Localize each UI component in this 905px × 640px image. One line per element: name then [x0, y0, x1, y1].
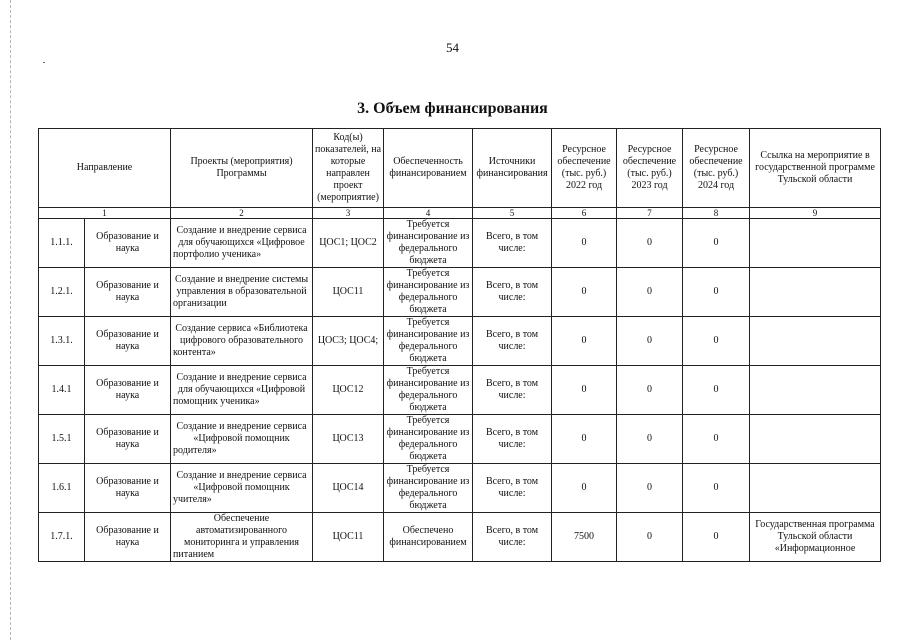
column-number: 8: [683, 208, 750, 219]
row-link: [750, 317, 881, 366]
row-project: Создание и внедрение системы управления в образовательной организации: [171, 268, 313, 317]
row-number: 1.7.1.: [39, 513, 85, 562]
column-number: 5: [473, 208, 552, 219]
column-number: 4: [384, 208, 473, 219]
row-number: 1.5.1: [39, 415, 85, 464]
row-2024: 0: [683, 268, 750, 317]
table-row: [39, 415, 881, 464]
row-direction: Образование и наука: [85, 415, 171, 464]
row-2024: 0: [683, 219, 750, 268]
row-2024: 0: [683, 415, 750, 464]
row-2023: 0: [617, 415, 683, 464]
row-project: Создание и внедрение сервиса «Цифровой помощник учителя»: [171, 464, 313, 513]
row-source: Всего, в том числе:: [473, 464, 552, 513]
row-2023: 0: [617, 268, 683, 317]
table-row: [39, 464, 881, 513]
row-direction: Образование и наука: [85, 513, 171, 562]
column-number-row: [39, 208, 881, 219]
column-number: 9: [750, 208, 881, 219]
row-codes: ЦОС14: [313, 464, 384, 513]
column-number: 6: [552, 208, 617, 219]
row-project: Создание сервиса «Библиотека цифрового образовательного контента»: [171, 317, 313, 366]
row-status: Обеспечено финансированием: [384, 513, 473, 562]
row-codes: ЦОС1; ЦОС2: [313, 219, 384, 268]
row-codes: ЦОС3; ЦОС4;: [313, 317, 384, 366]
row-source: Всего, в том числе:: [473, 219, 552, 268]
row-status: Требуется финансирование из федерального бюджета: [384, 317, 473, 366]
header-2023: Ресурсное обеспечение (тыс. руб.) 2023 год: [617, 129, 683, 208]
page-margin-rule: [10, 0, 11, 640]
row-link: [750, 268, 881, 317]
table-row: [39, 268, 881, 317]
row-source: Всего, в том числе:: [473, 317, 552, 366]
table-row: [39, 366, 881, 415]
row-direction: Образование и наука: [85, 268, 171, 317]
row-status: Требуется финансирование из федерального бюджета: [384, 366, 473, 415]
scan-mark: [43, 62, 45, 63]
row-project: Создание и внедрение сервиса «Цифровой помощник родителя»: [171, 415, 313, 464]
row-number: 1.1.1.: [39, 219, 85, 268]
row-project: Создание и внедрение сервиса для обучающихся «Цифровой помощник ученика»: [171, 366, 313, 415]
row-2024: 0: [683, 366, 750, 415]
row-status: Требуется финансирование из федерального бюджета: [384, 268, 473, 317]
header-2022: Ресурсное обеспечение (тыс. руб.) 2022 год: [552, 129, 617, 208]
row-project: Создание и внедрение сервиса для обучающихся «Цифровое портфолио ученика»: [171, 219, 313, 268]
row-2022: 0: [552, 415, 617, 464]
row-direction: Образование и наука: [85, 219, 171, 268]
row-2022: 7500: [552, 513, 617, 562]
row-link: [750, 219, 881, 268]
row-project: Обеспечение автоматизированного мониторинга и управления питанием: [171, 513, 313, 562]
row-codes: ЦОС13: [313, 415, 384, 464]
header-2024: Ресурсное обеспечение (тыс. руб.) 2024 год: [683, 129, 750, 208]
row-link: Государственная программа Тульской области «Информационное: [750, 513, 881, 562]
row-2022: 0: [552, 366, 617, 415]
row-number: 1.2.1.: [39, 268, 85, 317]
row-source: Всего, в том числе:: [473, 415, 552, 464]
header-projects: Проекты (мероприятия) Программы: [171, 129, 313, 208]
row-2023: 0: [617, 513, 683, 562]
row-link: [750, 464, 881, 513]
row-2022: 0: [552, 317, 617, 366]
row-direction: Образование и наука: [85, 317, 171, 366]
row-2023: 0: [617, 317, 683, 366]
row-source: Всего, в том числе:: [473, 366, 552, 415]
header-row: [39, 129, 881, 208]
row-codes: ЦОС12: [313, 366, 384, 415]
row-status: Требуется финансирование из федерального бюджета: [384, 415, 473, 464]
row-2023: 0: [617, 366, 683, 415]
header-codes: Код(ы) показателей, на которые направлен проект (мероприятие): [313, 129, 384, 208]
row-number: 1.6.1: [39, 464, 85, 513]
row-link: [750, 366, 881, 415]
row-status: Требуется финансирование из федерального бюджета: [384, 219, 473, 268]
row-2022: 0: [552, 268, 617, 317]
column-number: 1: [39, 208, 171, 219]
row-2023: 0: [617, 464, 683, 513]
table-row: [39, 317, 881, 366]
row-number: 1.4.1: [39, 366, 85, 415]
row-2022: 0: [552, 219, 617, 268]
row-source: Всего, в том числе:: [473, 268, 552, 317]
row-direction: Образование и наука: [85, 464, 171, 513]
row-status: Требуется финансирование из федерального бюджета: [384, 464, 473, 513]
row-number: 1.3.1.: [39, 317, 85, 366]
page-number: 54: [446, 40, 459, 55]
column-number: 2: [171, 208, 313, 219]
column-number: 3: [313, 208, 384, 219]
row-2023: 0: [617, 219, 683, 268]
header-status: Обеспеченность финансированием: [384, 129, 473, 208]
row-2024: 0: [683, 317, 750, 366]
financing-table: [38, 128, 881, 562]
row-2024: 0: [683, 464, 750, 513]
column-number: 7: [617, 208, 683, 219]
row-2024: 0: [683, 513, 750, 562]
row-link: [750, 415, 881, 464]
header-link: Ссылка на мероприятие в государственной программе Тульской области: [750, 129, 881, 208]
table-row: [39, 513, 881, 562]
row-codes: ЦОС11: [313, 513, 384, 562]
row-codes: ЦОС11: [313, 268, 384, 317]
row-direction: Образование и наука: [85, 366, 171, 415]
row-source: Всего, в том числе:: [473, 513, 552, 562]
row-2022: 0: [552, 464, 617, 513]
header-sources: Источники финансирования: [473, 129, 552, 208]
section-title: 3. Объем финансирования: [357, 100, 548, 117]
table-row: [39, 219, 881, 268]
header-direction: Направление: [39, 129, 171, 208]
